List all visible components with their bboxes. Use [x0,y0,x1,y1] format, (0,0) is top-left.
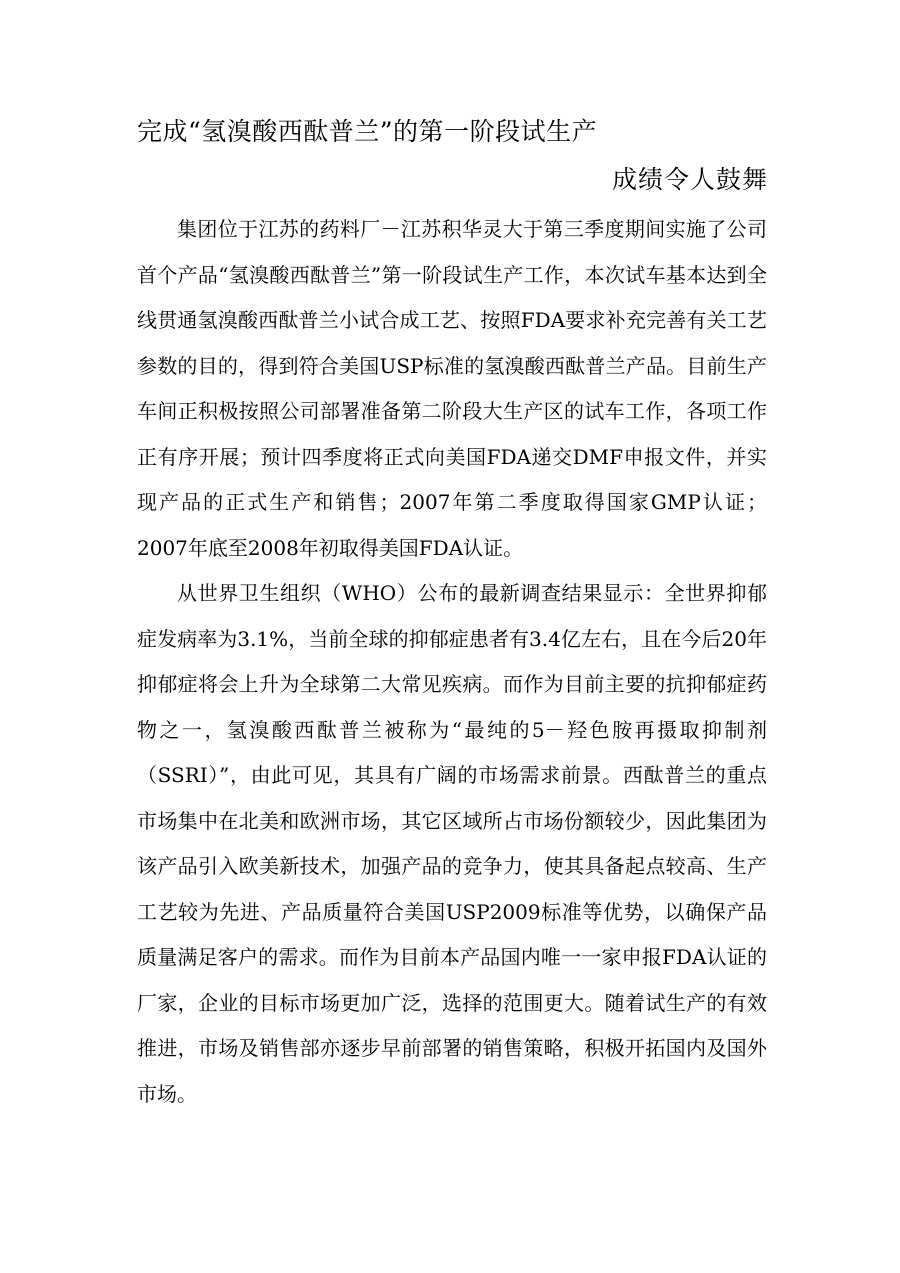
article-title-line-2: 成绩令人鼓舞 [611,165,768,194]
article-title-line-1: 完成“氢溴酸西酞普兰”的第一阶段试生产 [137,117,598,146]
article-paragraph-1: 集团位于江苏的药料厂－江苏积华灵大于第三季度期间实施了公司首个产品“氢溴酸西酞普兰”第一阶段试生产工作，本次试车基本达到全线贯通氢溴酸西酞普兰小试合成工艺、按照FDA要求补充完善有关工艺参数的目的，得到符合美国USP标准的氢溴酸西酞普兰产品。目前生产车间正积极按照公司部署准备第二阶段大生产区的试车工作，各项工作正有序开展；预计四季度将正式向美国FDA递交DMF申报文件，并实现产品的正式生产和销售；2007年第二季度取得国家GMP认证；2007年底至2008年初取得美国FDA认证。 [137,217,767,560]
article-body [137,207,767,1117]
article-paragraph-2: 从世界卫生组织（WHO）公布的最新调查结果显示：全世界抑郁症发病率为3.1%，当前全球的抑郁症患者有3.4亿左右，且在今后20年抑郁症将会上升为全球第二大常见疾病。而作为目前主要的抗抑郁症药物之一，氢溴酸西酞普兰被称为“最纯的5－羟色胺再摄取抑制剂（SSRI）”，由此可见，其具有广阔的市场需求前景。西酞普兰的重点市场集中在北美和欧洲市场，其它区域所占市场份额较少，因此集团为该产品引入欧美新技术，加强产品的竞争力，使其具备起点较高、生产工艺较为先进、产品质量符合美国USP2009标准等优势，以确保产品质量满足客户的需求。而作为目前本产品国内唯一一家申报FDA认证的厂家，企业的目标市场更加广泛，选择的范围更大。随着试生产的有效推进，市场及销售部亦逐步早前部署的销售策略，积极开拓国内及国外市场。 [137,581,767,1106]
